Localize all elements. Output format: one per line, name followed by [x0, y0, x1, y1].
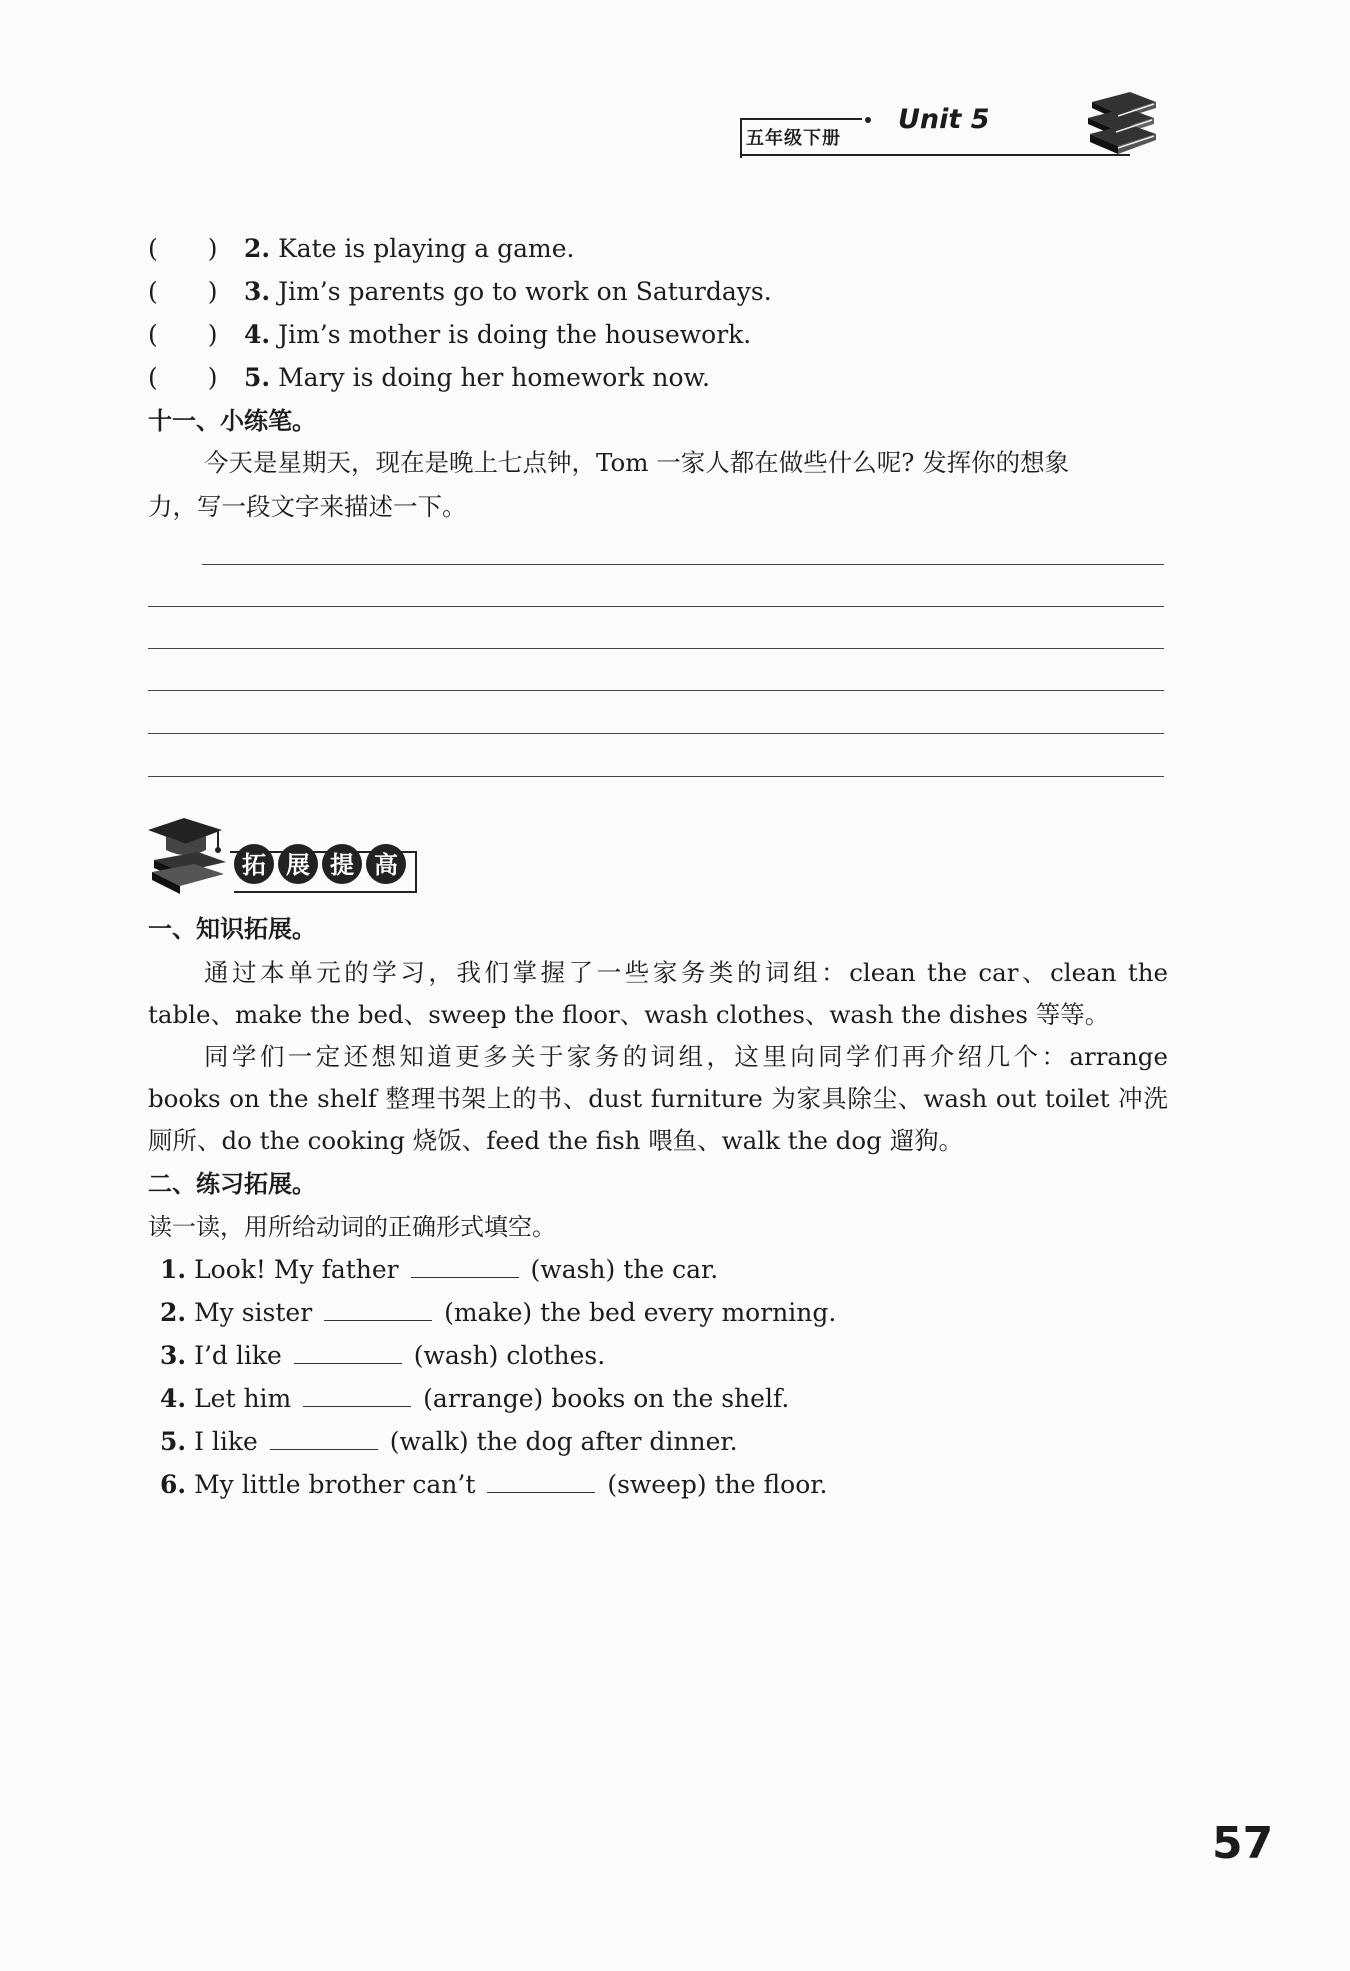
item-number: 2.	[160, 1298, 187, 1327]
item-number: 2.	[244, 234, 271, 263]
section-title: 十一、小练笔。	[148, 407, 316, 435]
badge-char: 提	[330, 851, 354, 879]
grade-label: 五年级下册	[746, 128, 841, 149]
answer-paren[interactable]: ( )	[148, 320, 218, 349]
unit-title: Unit 5	[898, 104, 990, 135]
judgement-item	[148, 318, 751, 352]
item-before: Look! My father	[194, 1255, 399, 1284]
writing-line[interactable]	[202, 564, 1164, 565]
item-before: My little brother can’t	[194, 1470, 476, 1499]
item-after: (walk) the dog after dinner.	[389, 1427, 738, 1456]
header-dot	[865, 117, 871, 123]
header-rule	[740, 154, 1130, 156]
item-after: (sweep) the floor.	[607, 1470, 828, 1499]
fill-blank-item	[160, 1296, 836, 1330]
answer-paren[interactable]: ( )	[148, 277, 218, 306]
fill-blank-item	[160, 1253, 718, 1287]
graduation-cap-icon	[148, 818, 226, 894]
item-number: 5.	[160, 1427, 187, 1456]
badge-char: 展	[286, 851, 310, 879]
paragraph-line: 厕所、do the cooking 烧饭、feed the fish 喂鱼、walk the dog 遛狗。	[148, 1126, 964, 1155]
writing-line[interactable]	[148, 606, 1164, 607]
writing-prompt	[148, 442, 1168, 484]
writing-line[interactable]	[148, 733, 1164, 734]
item-number: 4.	[244, 320, 271, 349]
item-before: I’d like	[194, 1341, 282, 1370]
answer-blank[interactable]	[324, 1296, 432, 1321]
answer-blank[interactable]	[270, 1425, 378, 1450]
item-after: (make) the bed every morning.	[444, 1298, 837, 1327]
item-number: 5.	[244, 363, 271, 392]
item-text: Jim’s parents go to work on Saturdays.	[278, 277, 772, 306]
item-text: Mary is doing her homework now.	[278, 363, 710, 392]
paragraph-line: table、make the bed、sweep the floor、wash clothes、wash the dishes 等等。	[148, 1000, 1110, 1029]
exercise-instruction: 读一读，用所给动词的正确形式填空。	[148, 1213, 556, 1241]
writing-line[interactable]	[148, 776, 1164, 777]
writing-line[interactable]	[148, 648, 1164, 649]
knowledge-paragraph	[148, 952, 1168, 1162]
paragraph-line: 同学们一定还想知道更多关于家务的词组，这里向同学们再介绍几个：arrange	[204, 1042, 1168, 1071]
item-text: Kate is playing a game.	[278, 234, 575, 263]
item-number: 1.	[160, 1255, 187, 1284]
badge-char: 拓	[242, 851, 266, 879]
item-after: (arrange) books on the shelf.	[423, 1384, 790, 1413]
item-before: My sister	[194, 1298, 313, 1327]
item-after: (wash) clothes.	[413, 1341, 606, 1370]
paragraph-line: books on the shelf 整理书架上的书、dust furniture 为家具除尘、wash out toilet 冲洗	[148, 1084, 1168, 1113]
answer-blank[interactable]	[303, 1382, 411, 1407]
fill-blank-item	[160, 1425, 738, 1459]
item-number: 4.	[160, 1384, 187, 1413]
item-number: 6.	[160, 1470, 187, 1499]
section-title: 二、练习拓展。	[148, 1170, 316, 1198]
prompt-line: 今天是星期天，现在是晚上七点钟，Tom 一家人都在做些什么呢? 发挥你的想象	[204, 448, 1070, 477]
item-before: I like	[194, 1427, 258, 1456]
section-title: 一、知识拓展。	[148, 915, 316, 943]
item-number: 3.	[160, 1341, 187, 1370]
badge-char: 高	[374, 851, 398, 879]
fill-blank-item	[160, 1339, 605, 1373]
answer-blank[interactable]	[487, 1468, 595, 1493]
answer-blank[interactable]	[294, 1339, 402, 1364]
answer-blank[interactable]	[411, 1253, 519, 1278]
item-text: Jim’s mother is doing the housework.	[278, 320, 752, 349]
page-number: 57	[1212, 1818, 1274, 1869]
book-stack-icon	[1082, 88, 1162, 160]
item-after: (wash) the car.	[530, 1255, 719, 1284]
extension-badge	[148, 808, 420, 898]
paragraph-line: 通过本单元的学习，我们掌握了一些家务类的词组：clean the car、clean the	[204, 958, 1168, 987]
item-before: Let him	[194, 1384, 292, 1413]
judgement-item	[148, 275, 772, 309]
fill-blank-item	[160, 1468, 827, 1502]
judgement-item	[148, 361, 710, 395]
judgement-item	[148, 232, 575, 266]
item-number: 3.	[244, 277, 271, 306]
writing-line[interactable]	[148, 690, 1164, 691]
fill-blank-item	[160, 1382, 789, 1416]
writing-prompt-cont: 力，写一段文字来描述一下。	[148, 492, 467, 521]
answer-paren[interactable]: ( )	[148, 234, 218, 263]
answer-paren[interactable]: ( )	[148, 363, 218, 392]
